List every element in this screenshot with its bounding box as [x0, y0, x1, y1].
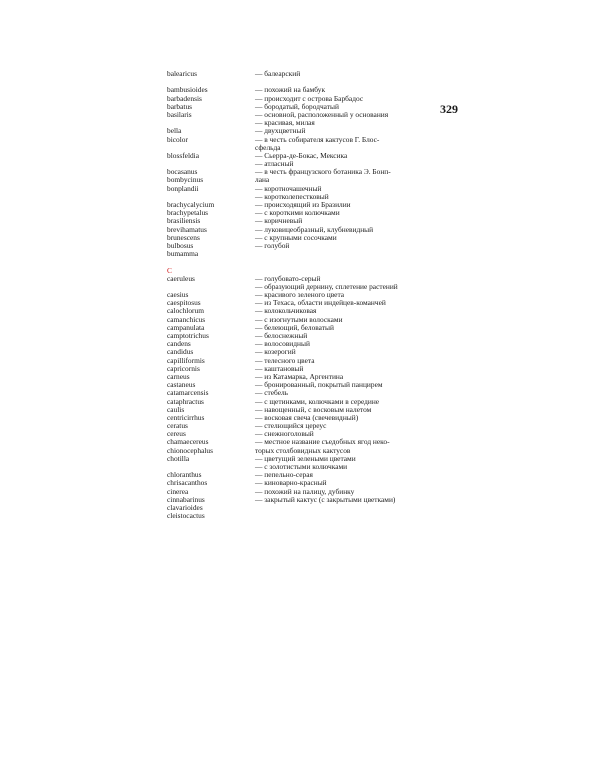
glossary-definition: — телесного цвета	[255, 355, 315, 365]
glossary-definition: — в честь французского ботаника Э. Бонп-	[255, 167, 391, 177]
glossary-term: brevihamatus	[167, 224, 207, 234]
section-letter: C	[167, 265, 172, 275]
glossary-term: clavarioides	[167, 502, 203, 512]
glossary-definition: — голубовато-серый	[255, 273, 321, 283]
glossary-definition: сфельда	[255, 142, 281, 152]
glossary-term: chloranthus	[167, 470, 202, 480]
page-number: 329	[440, 102, 458, 116]
glossary-definition: — Сьерра-де-Бокас, Мексика	[255, 150, 348, 160]
glossary-definition: — коротночашечный	[255, 183, 322, 193]
glossary-definition: — волосовидный	[255, 339, 310, 349]
glossary-definition: — луковицеобразный, клубневидный	[255, 224, 374, 234]
glossary-term: cinerea	[167, 486, 189, 496]
glossary-definition: — двухцветный	[255, 126, 306, 136]
glossary-definition: — киноварно-красный	[255, 478, 327, 488]
glossary-definition: — с короткими колючками	[255, 208, 340, 218]
glossary-definition: — козерогий	[255, 347, 296, 357]
glossary-term: chamaecereus	[167, 437, 209, 447]
glossary-term: centricirrhus	[167, 412, 205, 422]
glossary-term: bicolor	[167, 134, 188, 144]
glossary-term: cereus	[167, 429, 186, 439]
glossary-definition: — стелющийся цереус	[255, 421, 327, 431]
glossary-term: capricornis	[167, 363, 200, 373]
glossary-definition: — из Техаса, области индейцев-команчей	[255, 298, 386, 308]
glossary-term: brachypetalus	[167, 208, 209, 218]
glossary-term: caesius	[167, 290, 189, 300]
glossary-term: bambusioides	[167, 85, 208, 95]
glossary-definition: — навощенный, с восковым налетом	[255, 404, 372, 414]
glossary-term: barbatus	[167, 101, 193, 111]
glossary-term: carneus	[167, 371, 190, 381]
glossary-term: basilaris	[167, 109, 192, 119]
glossary-definition: — стебель	[255, 388, 289, 398]
glossary-definition: — коричневый	[255, 216, 303, 226]
glossary-term: brasiliensis	[167, 216, 201, 226]
glossary-term: castaneus	[167, 380, 196, 390]
glossary-term: cleistocactus	[167, 511, 205, 521]
glossary-definition: — происходит с острова Барбадос	[255, 93, 364, 103]
glossary-definition: — закрытый кактус (с закрытыми цветками)	[255, 494, 396, 504]
glossary-definition: — атласный	[255, 159, 294, 169]
glossary-definition: — основной, расположенный у основания	[255, 109, 389, 119]
section-gap	[167, 258, 255, 274]
glossary-term: catamarcensis	[167, 388, 209, 398]
glossary-term: candens	[167, 339, 191, 349]
glossary-definition: — голубой	[255, 240, 290, 250]
glossary-definition: торых столбовидных кактусов	[255, 445, 351, 455]
glossary-definition: — бородатый, бородчатый	[255, 101, 339, 111]
glossary-definition: — с щетинками, колючками в середине	[255, 396, 380, 406]
glossary-definition: — коротколепестковый	[255, 191, 329, 201]
glossary-definition: — похожий на бамбук	[255, 85, 326, 95]
glossary-definition: — колокольчиковая	[255, 306, 317, 316]
glossary-term: chrisacanthos	[167, 478, 208, 488]
glossary-term: blossfeldia	[167, 150, 200, 160]
glossary-term: camanchicus	[167, 314, 206, 324]
glossary-term: bocasanus	[167, 167, 198, 177]
glossary-definition: — белоснежный	[255, 331, 308, 341]
glossary-definition: — с изогнутыми волосками	[255, 314, 343, 324]
glossary-term: campanulata	[167, 322, 205, 332]
glossary-term: ceratus	[167, 421, 188, 431]
glossary-term: candidus	[167, 347, 194, 357]
glossary-definition: — балеарский	[255, 69, 301, 78]
glossary-definition: — с крупными сосочками	[255, 232, 337, 242]
glossary-term: cataphractus	[167, 396, 204, 406]
glossary-definition: — восковая свеча (свечевидный)	[255, 412, 359, 422]
glossary-definition: — с золотистыми колючками	[255, 462, 348, 472]
glossary-term: caeruleus	[167, 273, 195, 283]
glossary-definition: — цветущий зелеными цветами	[255, 453, 356, 463]
glossary-definition: — местное название съедобных ягод неко-	[255, 437, 390, 447]
glossary-term: bulbosus	[167, 240, 194, 250]
glossary-term: capilliformis	[167, 355, 205, 365]
glossary-definition: — белеющий, беловатый	[255, 322, 334, 332]
glossary-definition	[255, 250, 405, 258]
glossary-term: caulis	[167, 404, 185, 414]
glossary-term: bombycinus	[167, 175, 204, 185]
terms-column	[167, 70, 255, 520]
glossary-term: calochlorum	[167, 306, 204, 316]
glossary-term: caespitosus	[167, 298, 201, 308]
glossary-definition: — снежноголовый	[255, 429, 314, 439]
glossary-term: bumamma	[167, 249, 199, 259]
glossary-term: bella	[167, 126, 182, 136]
glossary-definition: — каштановый	[255, 363, 304, 373]
glossary-term: bonplandii	[167, 183, 199, 193]
glossary-term: camptotrichus	[167, 331, 209, 341]
glossary-definition: — в честь собирателя кактусов Г. Блос-	[255, 134, 380, 144]
glossary-definition: — красивая, милая	[255, 118, 315, 128]
glossary-term: barbadensis	[167, 93, 202, 103]
glossary-definition: — происходящий из Бразилии	[255, 200, 351, 209]
section-gap	[255, 258, 405, 274]
glossary-definition: — бронированный, покрытый панцирем	[255, 380, 383, 390]
definitions-column	[255, 70, 405, 504]
glossary-definition: лана	[255, 175, 270, 185]
glossary-definition: — из Катамарка, Аргентина	[255, 371, 344, 381]
glossary-term: chionocephalus	[167, 445, 213, 455]
glossary-definition: — похожий на палицу, дубинку	[255, 486, 355, 496]
glossary-definition: — образующий дернину, сплетение растений	[255, 281, 398, 291]
glossary-definition: — красивого зеленого цвета	[255, 290, 345, 300]
glossary-definition: — пепельно-серая	[255, 470, 313, 480]
glossary-term: cinnabarinus	[167, 494, 205, 504]
glossary-term: brunescens	[167, 232, 200, 242]
glossary-term: chotilla	[167, 453, 190, 463]
glossary-term: balearicus	[167, 69, 197, 78]
glossary-term: brachycalycium	[167, 200, 215, 209]
